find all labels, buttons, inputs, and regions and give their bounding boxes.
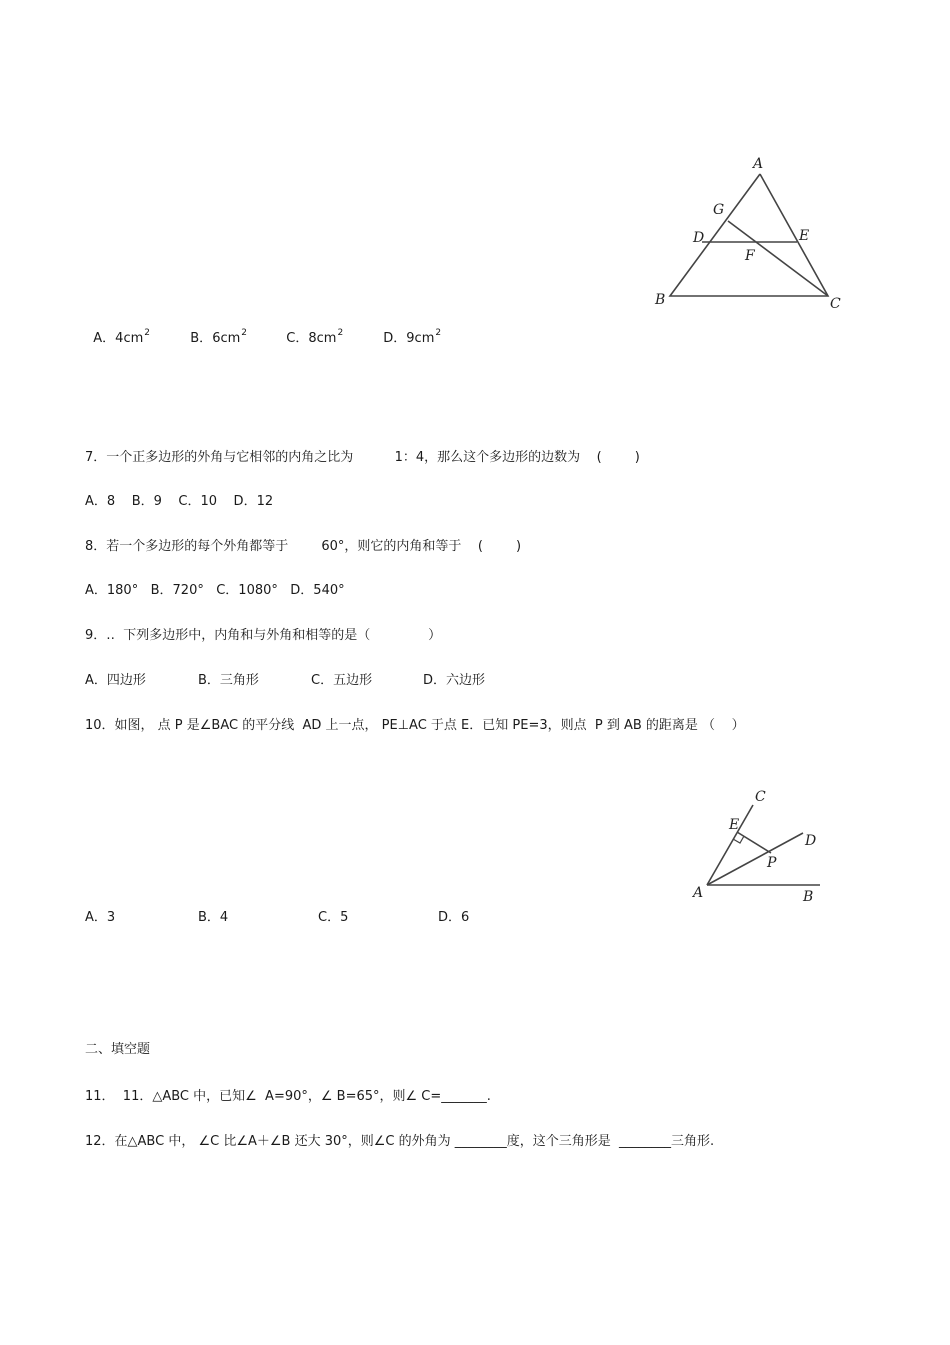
q10-option-d: D．6 xyxy=(438,910,470,925)
q10-option-b: B．4 xyxy=(198,910,229,925)
q8-text: 8．若一个多边形的每个外角都等于 60°，则它的内角和等于 ( ) xyxy=(85,539,522,554)
label-e2: E xyxy=(729,817,740,833)
q6-option-b: B．$6cm^2$ xyxy=(190,328,248,346)
q6-option-c: C．$8cm^2$ xyxy=(286,328,344,346)
label-b: B xyxy=(655,292,666,308)
q9-option-c: C．五边形 xyxy=(311,673,373,688)
label-f: F xyxy=(745,248,755,264)
q6-option-d: D．$9cm^2$ xyxy=(383,328,442,346)
q6-option-a: A．$4cm^2$ xyxy=(93,328,150,346)
label-a2: A xyxy=(693,885,704,901)
q8-options: A．180° B．720° C．1080° D．540° xyxy=(85,583,345,598)
label-c2: C xyxy=(755,789,766,805)
q7-options: A．8 B．9 C．10 D．12 xyxy=(85,494,274,509)
q12-text: 12．在△ABC 中， ∠C 比∠A＋∠B 还大 30°，则∠C 的外角为 ________度，这个三角形是 ________三角形. xyxy=(85,1134,715,1149)
label-e: E xyxy=(799,228,810,244)
segment-gc xyxy=(728,221,828,296)
label-d2: D xyxy=(805,833,817,849)
q10-option-c: C．5 xyxy=(318,910,349,925)
q10-text: 10．如图， 点 P 是∠BAC 的平分线 AD 上一点， PE⊥AC 于点 E．已知 PE=3，则点 P 到 AB 的距离是 （ ） xyxy=(85,718,745,733)
label-g: G xyxy=(713,202,725,218)
q9-text: 9．‥ 下列多边形中，内角和与外角和相等的是（ ） xyxy=(85,628,442,643)
label-d: D xyxy=(693,230,705,246)
q9-option-d: D．六边形 xyxy=(423,673,486,688)
q10-option-a: A．3 xyxy=(85,910,116,925)
label-a: A xyxy=(753,156,764,172)
q9-option-a: A．四边形 xyxy=(85,673,146,688)
label-c: C xyxy=(830,296,841,310)
section-title: 二、填空题 xyxy=(85,1042,151,1057)
q11-text: 11． 11．△ABC 中，已知∠ A=90°，∠ B=65°，则∠ C=_______. xyxy=(85,1089,491,1104)
q9-option-b: B．三角形 xyxy=(198,673,259,688)
angle-bisector-figure xyxy=(685,785,830,905)
segment-pe xyxy=(737,832,771,853)
q7-text: 7．一个正多边形的外角与它相邻的内角之比为 1：4，那么这个多边形的边数为 ( ) xyxy=(85,450,640,465)
triangle-figure xyxy=(645,150,850,310)
label-p: P xyxy=(767,855,777,871)
label-b2: B xyxy=(803,889,814,905)
